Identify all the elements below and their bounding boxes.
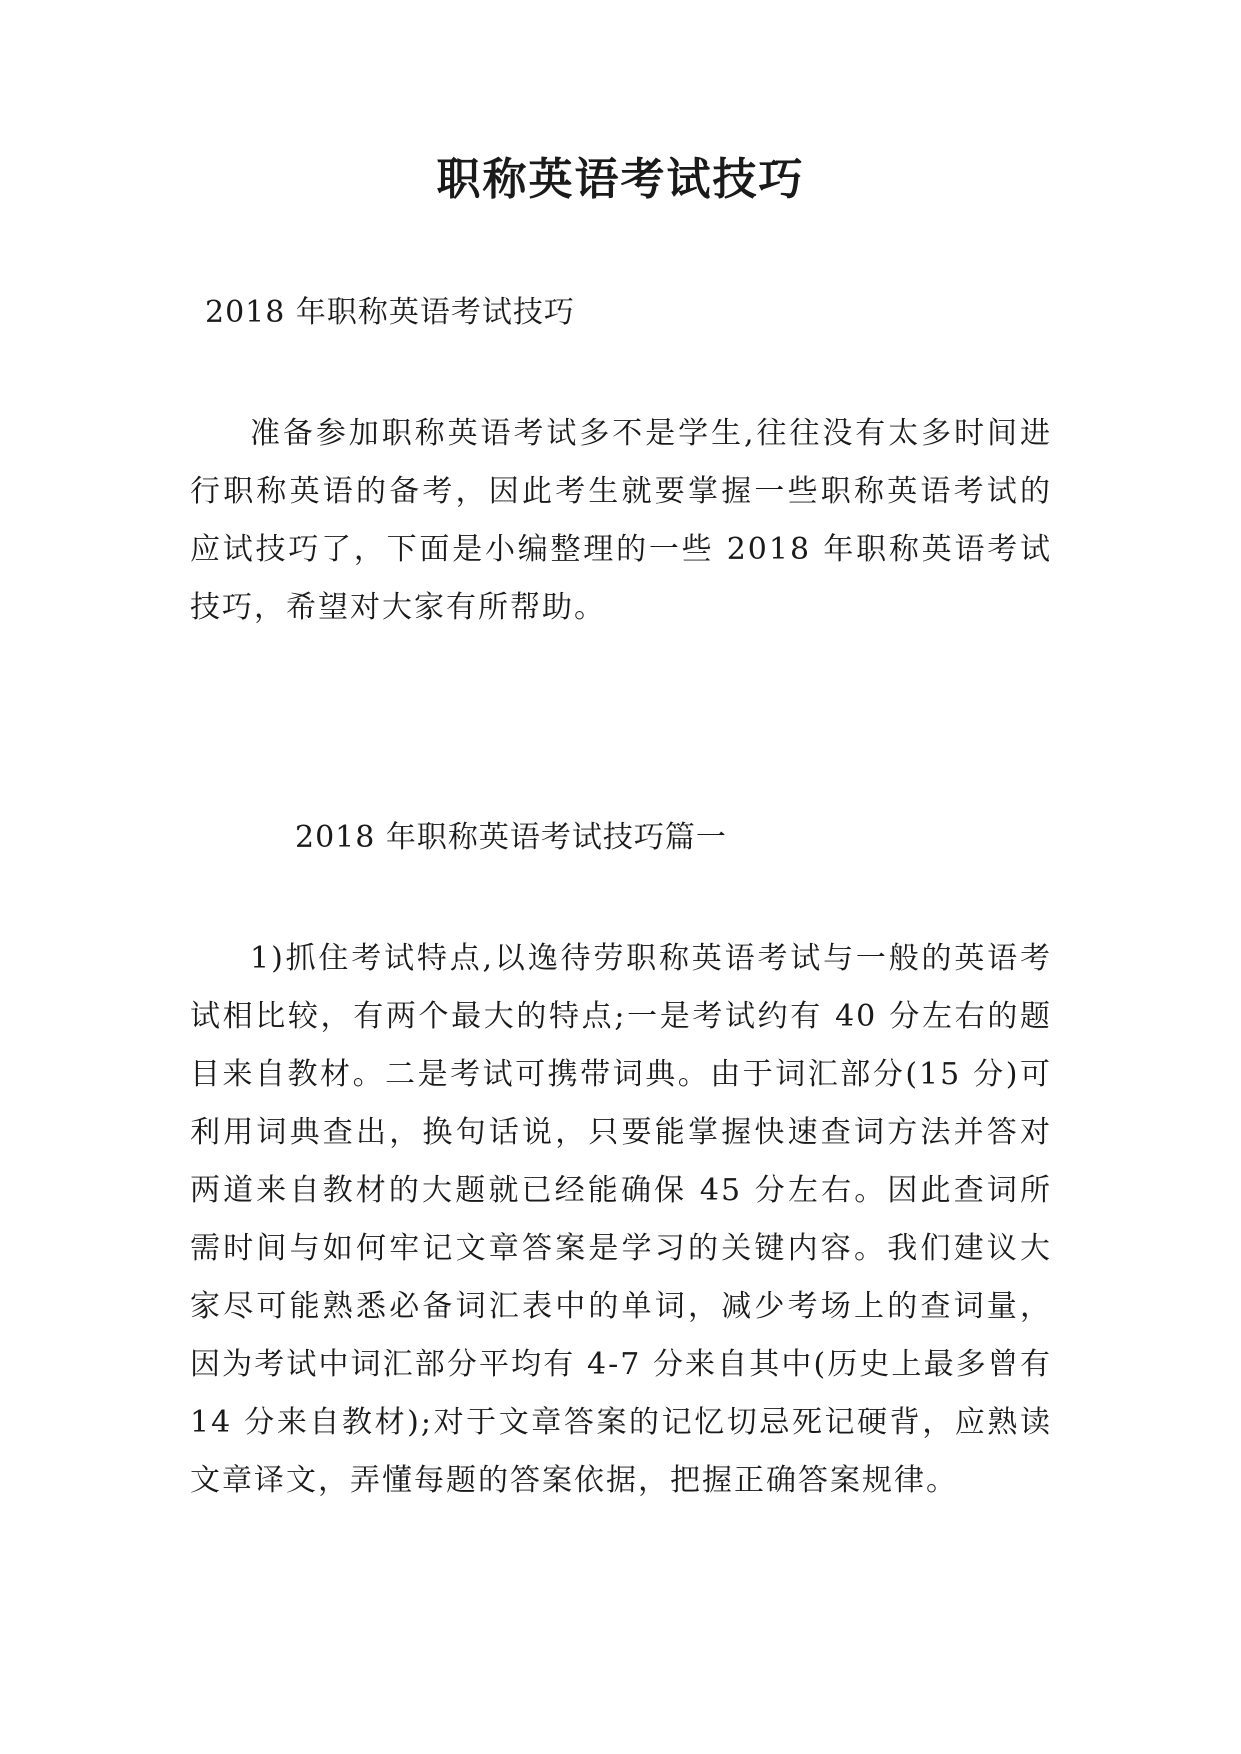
section-heading: 2018 年职称英语考试技巧篇一	[295, 820, 727, 855]
section-paragraph: 1)抓住考试特点,以逸待劳职称英语考试与一般的英语考试相比较，有两个最大的特点;一是考试约有 40 分左右的题目来自教材。二是考试可携带词典。由于词汇部分(15 分)可利用词典查出，换句话说，只要能掌握快速查词方法并答对两道来自教材的大题就已经能确保 45 分左右。因此查词所需时间与如何牢记文章答案是学习的关键内容。我们建议大家尽可能熟悉必备词汇表中的单词，减少考场上的查词量，因为考试中词汇部分平均有 4-7 分来自其中(历史上最多曾有 14 分来自教材);对于文章答案的记忆切忌死记硬背，应熟读文章译文，弄懂每题的答案依据，把握正确答案规律。	[190, 941, 1052, 1498]
document-subtitle: 2018 年职称英语考试技巧	[205, 295, 575, 330]
document-title: 职称英语考试技巧	[436, 154, 805, 205]
intro-paragraph: 准备参加职称英语考试多不是学生,往往没有太多时间进行职称英语的备考，因此考生就要掌握一些职称英语考试的应试技巧了，下面是小编整理的一些 2018 年职称英语考试技巧，希望对大家有所帮助。	[190, 416, 1052, 625]
